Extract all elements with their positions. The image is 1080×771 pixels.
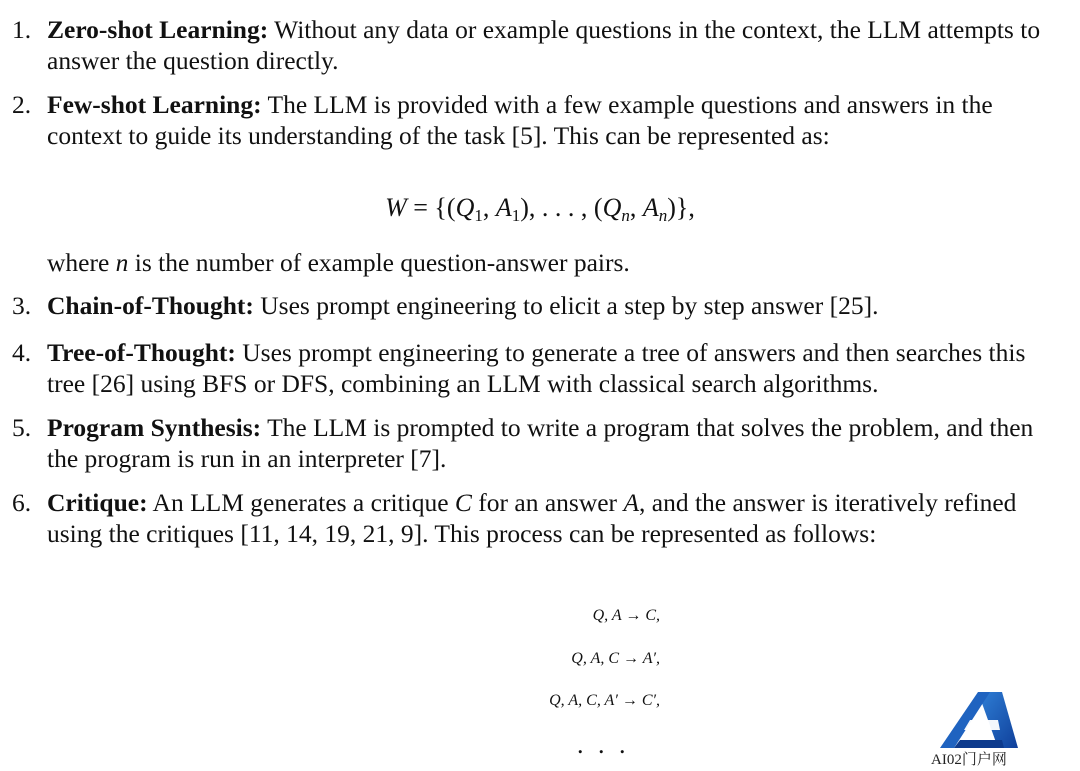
list-item-critique: 6. Critique: An LLM generates a critique C for an answer A, and the answer is iteratively refined using the critiques [11, 14, 19, 21, 9]. This process can be represented as follows: bbox=[12, 488, 1017, 548]
item-description: Without any data or example questions in the context, the LLM attempts to answer the question directly. bbox=[47, 15, 1041, 75]
list-item-zero-shot bbox=[12, 14, 1057, 76]
item-title: Tree-of-Thought: bbox=[47, 338, 236, 367]
item-description: The LLM is prompted to write a program that solves the problem, and then the program is run in an interpreter [7]. bbox=[47, 413, 1034, 473]
watermark-text: AI02门户网 bbox=[931, 752, 1007, 768]
where-clause: where n is the number of example question-answer pairs. bbox=[47, 248, 630, 277]
item-description: Uses prompt engineering to elicit a step by step answer [25]. bbox=[253, 291, 879, 320]
watermark-logo-icon bbox=[940, 690, 1018, 748]
list-item-few-shot bbox=[12, 89, 1057, 151]
item-title: Zero-shot Learning: bbox=[47, 15, 269, 44]
critique-equation-2: Q, A, C → A′, bbox=[571, 650, 660, 667]
item-number: 2. bbox=[12, 90, 32, 119]
item-title: Few-shot Learning: bbox=[47, 90, 262, 119]
item-title: Chain-of-Thought: bbox=[47, 291, 254, 320]
item-description: The LLM is provided with a few example questions and answers in the context to guide its understanding of the task [5]. This can be represented as: bbox=[47, 90, 993, 150]
item-number: 6. bbox=[12, 488, 32, 517]
item-number: 1. bbox=[12, 15, 32, 44]
ellipsis: . . . bbox=[577, 730, 630, 759]
item-number: 4. bbox=[12, 338, 32, 367]
list-item-chain-of-thought bbox=[12, 290, 1057, 321]
item-number: 5. bbox=[12, 413, 32, 442]
critique-equation-3: Q, A, C, A′ → C′, bbox=[549, 692, 660, 709]
list-item-tree-of-thought bbox=[12, 337, 1057, 399]
item-description: Uses prompt engineering to generate a tree of answers and then searches this tree [26] using BFS or DFS, combining an LLM with classical search algorithms. bbox=[47, 338, 1026, 398]
list-item-program-synthesis bbox=[12, 412, 1057, 474]
item-title: Critique: bbox=[47, 488, 148, 517]
item-number: 3. bbox=[12, 291, 32, 320]
fewshot-equation: $W = \{(Q_1$, $A_1$), . . . , ($Q_n$, $A_n$)}, bbox=[385, 193, 695, 225]
critique-equation-1: Q, A → C, bbox=[592, 607, 660, 624]
item-title: Program Synthesis: bbox=[47, 413, 262, 442]
